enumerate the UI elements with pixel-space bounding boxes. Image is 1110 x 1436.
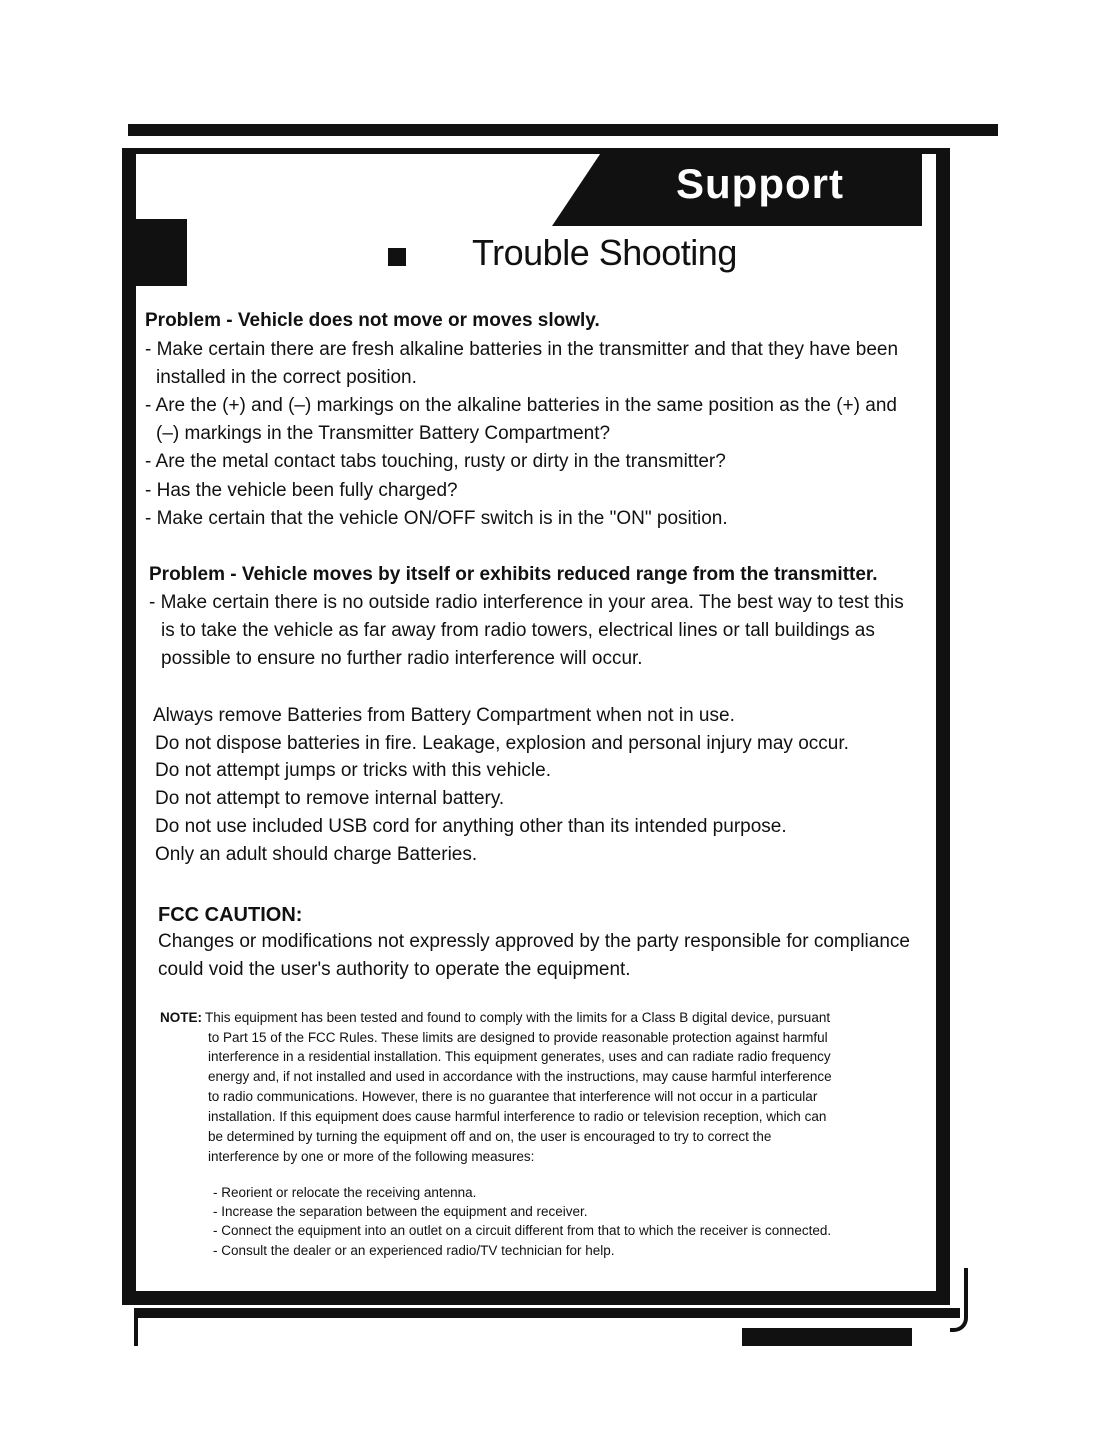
- corner-block: [132, 219, 187, 286]
- problem-title: Problem - Vehicle does not move or moves slowly.: [145, 310, 600, 331]
- bottom-rule: [134, 1308, 960, 1318]
- measure-item: - Consult the dealer or an experienced radio/TV technician for help.: [213, 1243, 615, 1258]
- problem-item-line: (–) markings in the Transmitter Battery Compartment?: [156, 423, 611, 444]
- measure-item: - Reorient or relocate the receiving antenna.: [213, 1185, 477, 1200]
- fcc-heading: FCC CAUTION:: [158, 904, 303, 926]
- note-line: be determined by turning the equipment off and on, the user is encouraged to try to correct the: [208, 1129, 772, 1144]
- fcc-line: could void the user's authority to operate the equipment.: [158, 959, 631, 980]
- problem-item-line: is to take the vehicle as far away from radio towers, electrical lines or tall buildings as: [161, 620, 875, 641]
- problem-item-line: installed in the correct position.: [156, 367, 417, 388]
- warning-line: Do not attempt to remove internal battery.: [155, 788, 505, 809]
- top-rule: [128, 124, 998, 136]
- note-line: This equipment has been tested and found to comply with the limits for a Class B digital device, pursuant: [205, 1010, 831, 1025]
- measure-item: - Connect the equipment into an outlet on a circuit different from that to which the receiver is connected.: [213, 1223, 832, 1238]
- section-title: Support: [676, 160, 844, 207]
- warning-line: Do not attempt jumps or tricks with this vehicle.: [155, 760, 551, 781]
- problem-item-line: possible to ensure no further radio interference will occur.: [161, 648, 643, 669]
- note-line: to radio communications. However, there is no guarantee that interference will not occur in a particular: [208, 1089, 818, 1104]
- warning-line: Do not dispose batteries in fire. Leakage, explosion and personal injury may occur.: [155, 733, 849, 754]
- warning-line: Always remove Batteries from Battery Compartment when not in use.: [153, 705, 735, 726]
- note-line: interference in a residential installation. This equipment generates, uses and can radiate radio frequency: [208, 1049, 831, 1064]
- problem-item-line: - Make certain there is no outside radio interference in your area. The best way to test this: [149, 592, 904, 613]
- note-line: energy and, if not installed and used in accordance with the instructions, may cause harmful interference: [208, 1069, 832, 1084]
- problem-item-line: - Are the metal contact tabs touching, rusty or dirty in the transmitter?: [145, 451, 726, 472]
- title-bullet-icon: [388, 248, 406, 266]
- note-line: interference by one or more of the following measures:: [208, 1149, 535, 1164]
- note-line: to Part 15 of the FCC Rules. These limits are designed to provide reasonable protection against harmful: [208, 1030, 828, 1045]
- note-line: installation. If this equipment does cause harmful interference to radio or television reception, which can: [208, 1109, 827, 1124]
- warning-line: Do not use included USB cord for anything other than its intended purpose.: [155, 816, 787, 837]
- warning-line: Only an adult should charge Batteries.: [155, 844, 478, 865]
- problem-item-line: - Make certain there are fresh alkaline batteries in the transmitter and that they have been: [145, 339, 899, 360]
- problem-item-line: - Has the vehicle been fully charged?: [145, 480, 458, 501]
- frame-shadow: [936, 156, 946, 1296]
- bottom-right-block: [742, 1328, 912, 1346]
- note-label: NOTE:: [160, 1010, 202, 1025]
- right-bracket: [950, 1268, 968, 1332]
- fcc-line: Changes or modifications not expressly approved by the party responsible for compliance: [158, 931, 910, 952]
- bottom-left-stub: [134, 1316, 138, 1346]
- problem-item-line: - Make certain that the vehicle ON/OFF switch is in the "ON" position.: [145, 508, 728, 529]
- problem-item-line: - Are the (+) and (–) markings on the alkaline batteries in the same position as the (+) and: [145, 395, 897, 416]
- measure-item: - Increase the separation between the equipment and receiver.: [213, 1204, 588, 1219]
- problem-title: Problem - Vehicle moves by itself or exhibits reduced range from the transmitter.: [149, 564, 878, 585]
- page-title: Trouble Shooting: [472, 232, 737, 273]
